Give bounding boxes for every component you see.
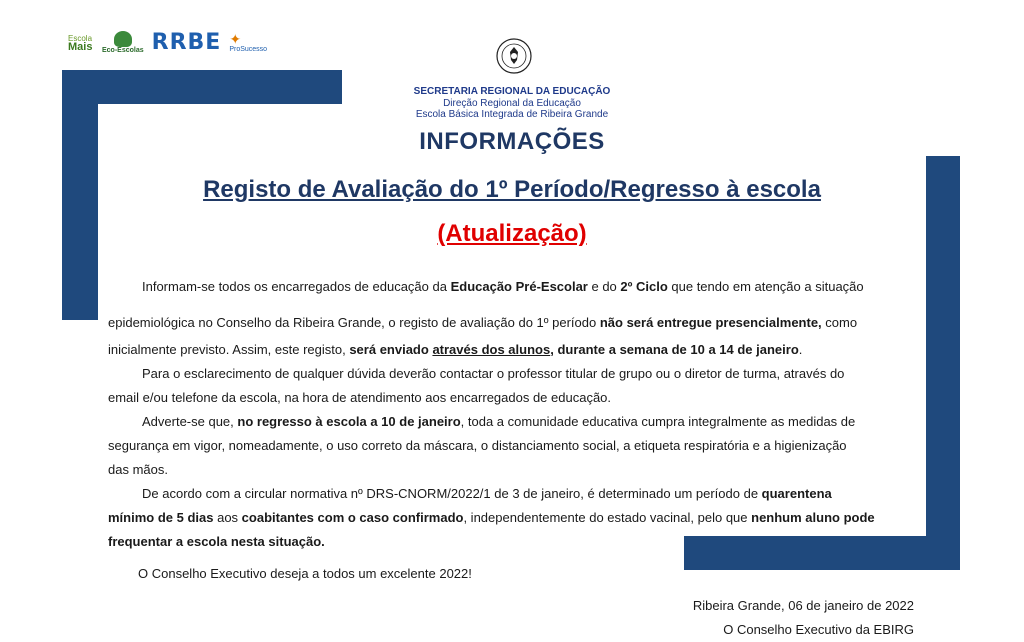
bold-span: não será entregue presencialmente, — [599, 315, 822, 330]
prosucesso-logo — [229, 32, 267, 53]
paragraph-2-line-2 — [108, 386, 914, 410]
document-title: Registo de Avaliação do 1º Período/Regresso à escola — [203, 176, 821, 203]
eco-escolas-label: Eco-Escolas — [102, 47, 144, 54]
tree-icon — [114, 31, 132, 47]
bold-span: frequentar a escola nesta situação. — [108, 534, 325, 549]
bold-span: quarentena — [761, 486, 832, 501]
rrbe-logo: RRBE — [151, 30, 222, 55]
place-date: Ribeira Grande, 06 de janeiro de 2022 — [692, 598, 914, 613]
text-span: email e/ou telefone da escola, na hora de atendimento aos encarregados de educação. — [108, 390, 612, 405]
underlined-span: através dos alunos — [432, 342, 551, 357]
bold-span: Educação Pré-Escolar — [450, 279, 588, 294]
paragraph-2-line-1 — [108, 362, 914, 386]
paragraph-3-line-2 — [108, 434, 914, 458]
paragraph-1-line-2 — [108, 308, 914, 338]
text-span: . — [798, 342, 803, 357]
text-span: segurança em vigor, nomeadamente, o uso correto da máscara, o distanciamento social, a etiqueta respiratória e a higienização — [108, 438, 847, 453]
paragraph-3-line-1 — [108, 410, 914, 434]
text-span: , independentemente do estado vacinal, pelo que — [463, 510, 752, 525]
paragraph-4-line-1 — [108, 482, 914, 506]
text-span: De acordo com a circular normativa nº DRS-CNORM/2022/1 de 3 de janeiro, é determinado um período de — [142, 486, 762, 501]
text-span: que tendo em atenção a situação — [667, 279, 864, 294]
prosucesso-label: ProSucesso — [229, 46, 268, 53]
announcement-body — [108, 272, 914, 554]
bold-span: coabitantes com o caso confirmado — [241, 510, 464, 525]
paragraph-1-line-3 — [108, 338, 914, 362]
bold-span: mínimo de 5 dias — [108, 510, 214, 525]
text-span: aos — [213, 510, 242, 525]
informacoes-heading: INFORMAÇÕES — [419, 128, 605, 155]
text-span: das mãos. — [108, 462, 168, 477]
escola-logo-text: Escola — [68, 33, 93, 43]
update-subtitle: (Atualização) — [437, 220, 587, 247]
text-span: como — [821, 315, 858, 330]
logo-strip — [68, 30, 267, 55]
closing-wish: O Conselho Executivo deseja a todos um excelente 2022! — [138, 566, 472, 581]
text-span: Adverte-se que, — [142, 414, 238, 429]
bold-span: no regresso à escola a 10 de janeiro — [237, 414, 461, 429]
institution-header — [340, 86, 684, 120]
text-span: inicialmente previsto. Assim, este registo, — [108, 342, 350, 357]
signer: O Conselho Executivo da EBIRG — [723, 622, 914, 637]
decorative-frame-right — [926, 156, 960, 570]
eco-escolas-logo — [102, 31, 144, 54]
regional-seal-icon — [496, 38, 532, 74]
text-span: epidemiológica no Conselho da Ribeira Grande, o registo de avaliação do 1º período — [108, 315, 600, 330]
paragraph-3-line-3 — [108, 458, 914, 482]
text-span: , toda a comunidade educativa cumpra integralmente as medidas de — [460, 414, 856, 429]
text-span: Informam-se todos os encarregados de educação da — [142, 279, 451, 294]
paragraph-1-line-1 — [108, 272, 914, 302]
signature-block — [660, 594, 914, 642]
bold-span: nenhum aluno pode — [751, 510, 875, 525]
bold-span: 2º Ciclo — [620, 279, 668, 294]
text-span: Para o esclarecimento de qualquer dúvida deverão contactar o professor titular de grupo ou o diretor de turma, através do — [142, 366, 845, 381]
escola-mais-logo — [68, 35, 94, 51]
decorative-frame-left — [62, 70, 98, 320]
decorative-frame-left-top — [62, 70, 342, 104]
paragraph-4-line-3 — [108, 530, 914, 554]
bold-span: , durante a semana de 10 a 14 de janeiro — [550, 342, 799, 357]
runner-icon: ✦ — [229, 31, 242, 47]
escola-label: Escola Básica Integrada de Ribeira Grande — [415, 109, 609, 120]
direcao-label: Direção Regional da Educação — [443, 98, 581, 109]
escola-logo-text-bold: Mais — [68, 40, 93, 53]
paragraph-4-line-2 — [108, 506, 914, 530]
text-span: e do — [587, 279, 621, 294]
bold-span: será enviado — [349, 342, 433, 357]
secretaria-label: SECRETARIA REGIONAL DA EDUCAÇÃO — [413, 86, 611, 97]
